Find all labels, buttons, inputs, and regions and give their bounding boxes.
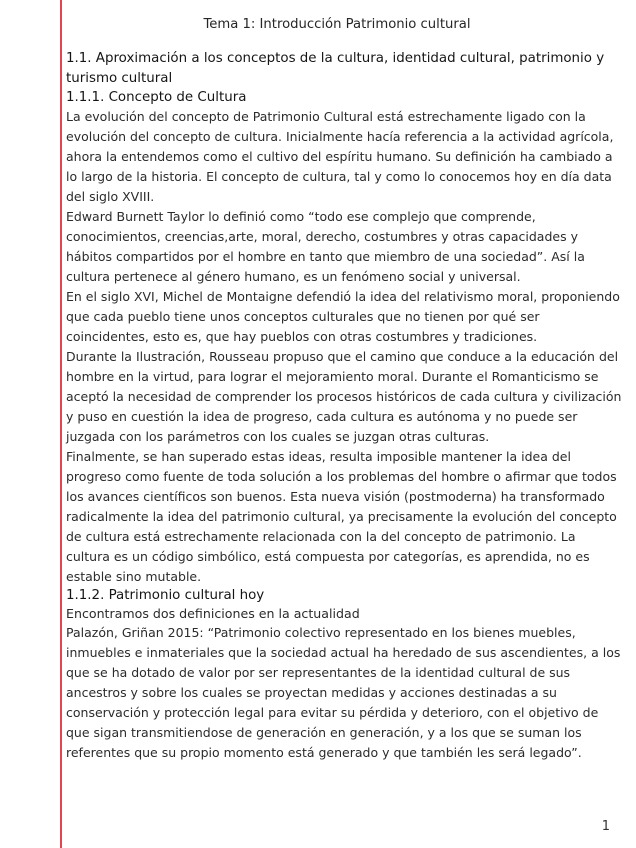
section-subheading-definitions: Encontramos dos definiciones en la actualidad bbox=[66, 606, 360, 621]
paragraph-culture-evolution: La evolución del concepto de Patrimonio Cultural está estrechamente ligado con la evolución del concepto de cultura. Inicialmente hacía referencia a la actividad agrícola, ahora la entendemos como el cultivo del espíritu humano. Su definición ha cambiado a lo largo de la historia. El concepto de cultura, tal y como lo conocemos hoy en día data del siglo XVIII. bbox=[66, 109, 614, 204]
red-margin-line bbox=[60, 0, 62, 848]
paragraph-palazon-grinan: Palazón, Griñan 2015: “Patrimonio colectivo representado en los bienes muebles, inmuebles e inmateriales que la sociedad actual ha heredado de sus ascendientes, a los que se ha dotado de valor por ser representantes de la identidad cultural de sus ancestros y sobre los cuales se proyectan medidas y acciones destinadas a su conservación y protección legal para evitar su pérdida y deterioro, con el objetivo de que sigan transmitiendose de generación en generación, y a los que se suman los referentes que su propio momento está generado y que también les será legado”. bbox=[66, 625, 621, 760]
paragraph-postmodern-vision: Finalmente, se han superado estas ideas, resulta imposible mantener la idea del progreso como fuente de toda solución a los problemas del hombre o afirmar que todos los avances científicos son buenos. Esta nueva visión (postmoderna) ha transformado radicalmente la idea del patrimonio cultural, ya precisamente la evolución del concepto de cultura está estrechamente relacionada con la del concepto de patrimonio. La cultura es un código simbólico, está compuesta por categorías, es aprendida, no es estable sino mutable. bbox=[66, 449, 617, 584]
section-heading-1-1-1: 1.1.1. Concepto de Cultura bbox=[66, 90, 247, 105]
document-title: Tema 1: Introducción Patrimonio cultural bbox=[203, 17, 471, 32]
paragraph-illustration-romanticism: Durante la Ilustración, Rousseau propuso que el camino que conduce a la educación del hombre en la virtud, para lograr el mejoramiento moral. Durante el Romanticismo se aceptó la necesidad de comprender los procesos históricos de cada cultura y civilización y puso en cuestión la idea de progreso, cada cultura es autónoma y no puede ser juzgada con los parámetros con los cuales se juzgan otras culturas. bbox=[66, 349, 622, 444]
page-number: 1 bbox=[601, 819, 610, 834]
section-heading-1-1-2: 1.1.2. Patrimonio cultural hoy bbox=[66, 588, 265, 603]
document-page bbox=[66, 15, 622, 763]
section-heading-1-1: 1.1. Aproximación a los conceptos de la cultura, identidad cultural, patrimonio y turismo cultural bbox=[66, 51, 605, 86]
paragraph-taylor-definition: Edward Burnett Taylor lo definió como “todo ese complejo que comprende, conocimientos, creencias,arte, moral, derecho, costumbres y otras capacidades y hábitos compartidos por el hombre en tanto que miembro de una sociedad”. Así la cultura pertenece al género humano, es un fenómeno social y universal. bbox=[66, 209, 585, 284]
paragraph-montaigne: En el siglo XVI, Michel de Montaigne defendió la idea del relativismo moral, proponiendo que cada pueblo tiene unos conceptos culturales que no tienen por qué ser coincidentes, esto es, que hay pueblos con otras costumbres y tradiciones. bbox=[66, 289, 620, 344]
